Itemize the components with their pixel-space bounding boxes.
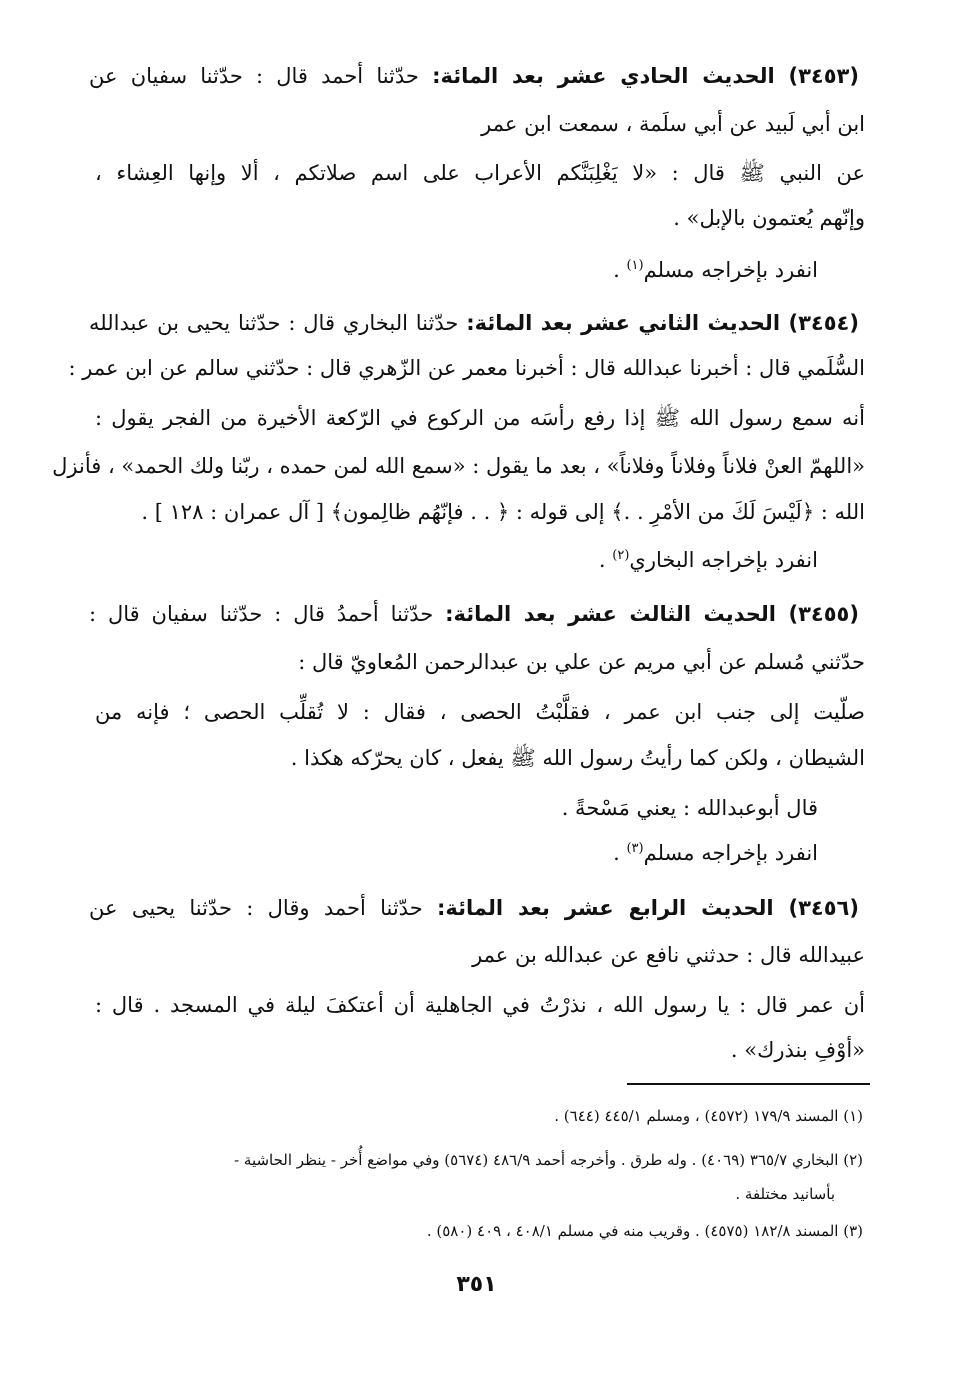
footnote-2-line-1: (٢) البخاري ٣٦٥/٧ (٤٠٦٩) . وله طرق . وأخرجه أحمد ٤٨٦/٩ (٥٦٧٤) وفي مواضع أُخر - ينظر الحاشية - [234, 1151, 863, 1169]
page-number: ٣٥١ [456, 1272, 497, 1297]
hadith-3455-isnad-2: حدّثني مُسلم عن أبي مريم عن علي بن عبدالرحمن المُعاويّ قال : [298, 650, 865, 674]
hadith-3453-matn-1: عن النبي ﷺ قال : «لا يَغْلِبَنَّكم الأعراب على اسم صلاتكم ، ألا وإنها العِشاء ، [95, 161, 865, 185]
hadith-3454-matn-2: «اللهمّ العنْ فلاناً وفلاناً وفلاناً» ، بعد ما يقول : «سمع الله لمن حمده ، ربّنا ولك الحمد» ، فأنزل [52, 454, 865, 478]
hadith-3455-note-end: . [613, 841, 627, 865]
hadith-3453-isnad-2: ابن أبي لَبيد عن أبي سلَمة ، سمعت ابن عمر [481, 112, 865, 136]
hadith-3456-matn-2: «أوْفِ بنذرك» . [730, 1038, 865, 1062]
hadith-3453-note-end: . [613, 258, 627, 282]
hadith-3454-isnad-2: السُّلَمي قال : أخبرنا عبدالله قال : أخبرنا معمر عن الزّهري قال : حدّثني سالم عن ابن عمر : [68, 356, 865, 380]
hadith-3453-note-text: انفرد بإخراجه مسلم [643, 258, 818, 282]
hadith-3454-matn-3: الله : ﴿لَيْسَ لَكَ من الأمْرِ . .﴾ إلى قوله : ﴿ . . فإنّهُم ظالِمون﴾ [ آل عمران : ١٢٨ ] . [141, 500, 865, 524]
footnote-ref-3: (٣) [626, 841, 644, 856]
hadith-3454-note [599, 545, 818, 575]
footnote-3: (٣) المسند ١٨٢/٨ (٤٥٧٥) . وقريب منه في مسلم ٤٠٨/١ ، ٤٠٩ (٥٨٠) . [426, 1222, 863, 1240]
hadith-3456-isnad-1: حدّثنا أحمد وقال : حدّثنا يحيى عن [89, 896, 423, 920]
hadith-3455-note [613, 838, 818, 868]
hadith-3453-matn-2: وإنّهم يُعتمون بالإبل» . [673, 206, 865, 230]
hadith-3453-heading: (٣٤٥٣) الحديث الحادي عشر بعد المائة: [432, 64, 859, 88]
hadith-3456-matn-1: أن عمر قال : يا رسول الله ، نذرْتُ في الجاهلية أن أعتكفَ ليلة في المسجد . قال : [95, 993, 865, 1017]
hadith-3455-matn-1: صلّيت إلى جنب ابن عمر ، فقلَّبْتُ الحصى ، فقال : لا تُقلِّب الحصى ؛ فإنه من [95, 700, 865, 724]
hadith-3454-note-end: . [598, 548, 613, 572]
footnote-2-line-2: بأسانيد مختلفة . [735, 1185, 835, 1203]
footnote-ref-2: (٢) [612, 548, 630, 563]
hadith-3455-line-1 [89, 599, 859, 629]
hadith-3456-isnad-2: عبيدالله قال : حدثني نافع عن عبدالله بن عمر [472, 943, 865, 967]
footnote-ref-1: (١) [626, 258, 644, 273]
hadith-3453-note [613, 255, 818, 285]
footnote-1: (١) المسند ١٧٩/٩ (٤٥٧٢) ، ومسلم ٤٤٥/١ (٦٤٤) . [554, 1107, 863, 1125]
hadith-3454-isnad-1: حدّثنا البخاري قال : حدّثنا يحيى بن عبدالله [89, 311, 459, 335]
hadith-3454-note-text: انفرد بإخراجه البخاري [629, 548, 818, 572]
hadith-3455-matn-2: الشيطان ، ولكن كما رأيتُ رسول الله ﷺ يفعل ، كان يحرّكه هكذا . [290, 746, 865, 770]
hadith-3453-isnad-1: حدّثنا أحمد قال : حدّثنا سفيان عن [89, 64, 419, 88]
hadith-3455-note-text: انفرد بإخراجه مسلم [643, 841, 818, 865]
hadith-3456-line-1 [89, 893, 859, 923]
hadith-3456-heading: (٣٤٥٦) الحديث الرابع عشر بعد المائة: [437, 896, 859, 920]
hadith-3455-isnad-1: حدّثنا أحمدُ قال : حدّثنا سفيان قال : [89, 602, 434, 626]
hadith-3455-comment: قال أبوعبدالله : يعني مَسْحةً . [561, 796, 818, 820]
footnote-separator [627, 1083, 870, 1085]
hadith-3453-line-1 [89, 61, 859, 91]
hadith-3454-line-1 [89, 308, 859, 338]
hadith-3455-heading: (٣٤٥٥) الحديث الثالث عشر بعد المائة: [445, 602, 859, 626]
hadith-3454-heading: (٣٤٥٤) الحديث الثاني عشر بعد المائة: [466, 311, 859, 335]
hadith-3454-matn-1: أنه سمع رسول الله ﷺ إذا رفع رأسَه من الركوع في الرّكعة الأخيرة من الفجر يقول : [95, 406, 865, 430]
